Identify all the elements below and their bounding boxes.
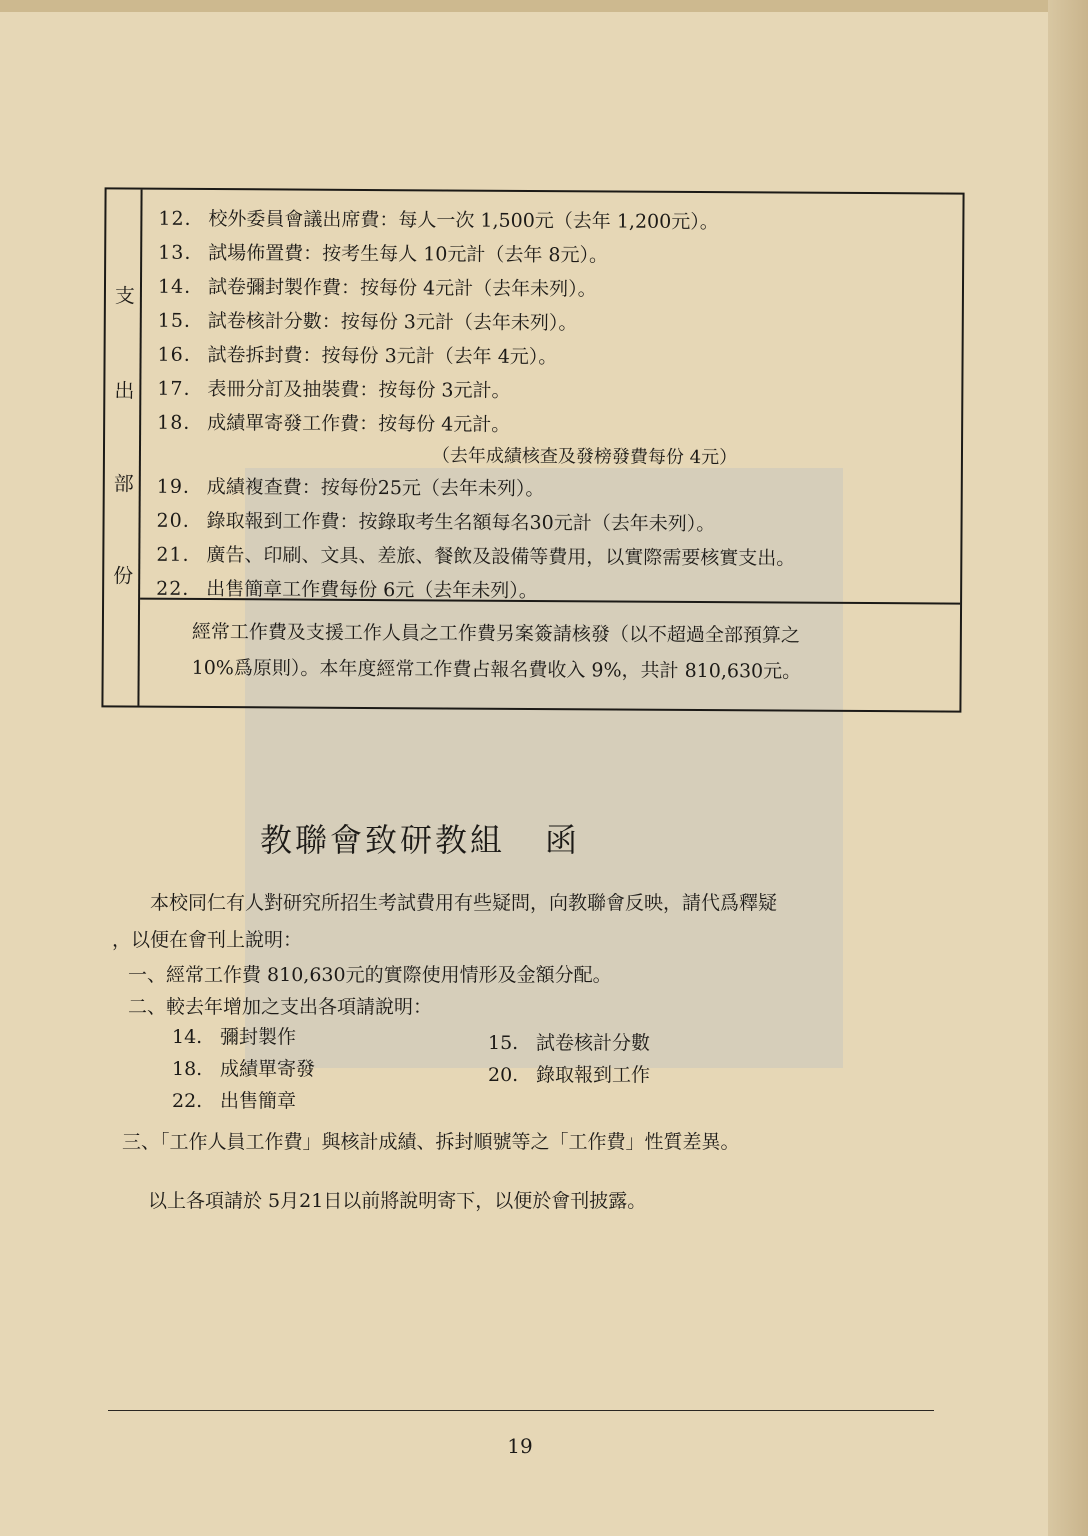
budget-item [158,304,958,343]
side-label-char: 支 [114,283,136,308]
item-text: 成績複查費：按每份25元（去年未列）。 [206,476,545,501]
item-number: 17. [157,377,191,400]
footer-rule [108,1410,934,1411]
item-number: 21. [156,543,190,566]
letter-subitem [172,1086,296,1113]
letter-closing: 以上各項請於 5月21日以前將說明寄下，以便於會刊披露。 [148,1190,647,1212]
item-number: 12. [158,207,192,230]
letter-subitem [172,1054,315,1081]
budget-summary [192,614,952,691]
letter-point: 三、「工作人員工作費」與核計成績、拆封順號等之「工作費」性質差異。 [122,1131,740,1153]
subitem-number: 18. [172,1058,203,1080]
item-text: 錄取報到工作費：按錄取考生名額每名30元計（去年未列）。 [206,510,716,536]
item-number: 13. [158,241,192,264]
letter-subitem [172,1022,296,1049]
letter-point: 二、較去年增加之支出各項請說明： [128,996,433,1018]
item-text: 試場佈置費：按考生每人 10元計（去年 8元）。 [208,242,609,267]
item-text: 成績單寄發工作費：按每份 4元計。 [207,412,511,436]
budget-item [156,538,956,577]
letter-subitem [488,1060,650,1087]
budget-item [157,406,957,445]
subitem-number: 22. [172,1090,203,1112]
item-text: 出售簡章工作費每份 6元（去年未列）。 [206,578,538,603]
subitem-number: 20. [488,1064,519,1086]
side-label-char: 部 [113,471,134,496]
item-number: 22. [156,577,190,600]
item-number: 14. [157,275,192,298]
letter-intro-line: ，以便在會刊上說明： [112,929,303,951]
subitem-text: 試卷核計分數 [536,1032,651,1054]
subitem-text: 彌封製作 [220,1026,297,1048]
letter-title [260,815,580,861]
budget-item [158,236,958,275]
item-number: 15. [157,309,192,332]
budget-item [158,270,958,309]
subitem-text: 錄取報到工作 [536,1064,651,1086]
side-label-char: 份 [113,563,134,588]
item-text: 校外委員會議出席費：每人一次 1,500元（去年 1,200元）。 [208,208,719,234]
item-number: 20. [156,509,190,532]
summary-line: 10%爲原則）。本年度經常工作費占報名費收入 9%，共計 810,630元。 [191,656,802,683]
side-label-char: 出 [114,378,135,403]
budget-item [156,504,956,543]
summary-line: 經常工作費及支援工作人員之工作費另案簽請核發（以不超過全部預算之 [191,620,800,647]
budget-item [156,572,956,611]
page-number: 19 [507,1434,533,1458]
budget-item-list [156,202,958,611]
subitem-number: 15. [488,1032,519,1054]
letter-title-tail: 函 [545,821,581,859]
item-text: 試卷彌封製作費：按每份 4元計（去年未列）。 [207,276,597,301]
budget-item [157,372,957,411]
page-right-edge [1048,0,1088,1536]
item-text: 表冊分訂及抽裝費：按每份 3元計。 [207,378,511,402]
item-number: 19. [156,475,191,498]
item-text: 試卷核計分數：按每份 3元計（去年未列）。 [207,310,578,335]
subitem-text: 成績單寄發 [220,1058,316,1080]
budget-item [157,470,957,509]
item-number: 16. [157,343,191,366]
budget-item [158,202,958,241]
subitem-text: 出售簡章 [220,1090,297,1112]
subitem-number: 14. [172,1026,203,1048]
item-text: 廣告、印刷、文具、差旅、餐飲及設備等費用，以實際需要核實支出。 [206,544,796,570]
side-label-column [103,189,142,705]
item-18-note: （去年成績核查及發榜發費每份 4元） [431,445,738,469]
letter-intro-line: 本校同仁有人對研究所招生考試費用有些疑問，向教聯會反映，請代爲釋疑 [150,892,778,914]
letter-title-text: 教聯會致研教組 [260,821,506,859]
budget-table [101,187,964,712]
item-text: 試卷拆封費：按每份 3元計（去年 4元）。 [207,344,558,369]
budget-item [157,338,957,377]
letter-subitem [488,1028,650,1055]
page-top-edge [0,0,1088,12]
letter-point: 一、經常工作費 810,630元的實際使用情形及金額分配。 [128,964,612,986]
item-number: 18. [157,411,191,434]
